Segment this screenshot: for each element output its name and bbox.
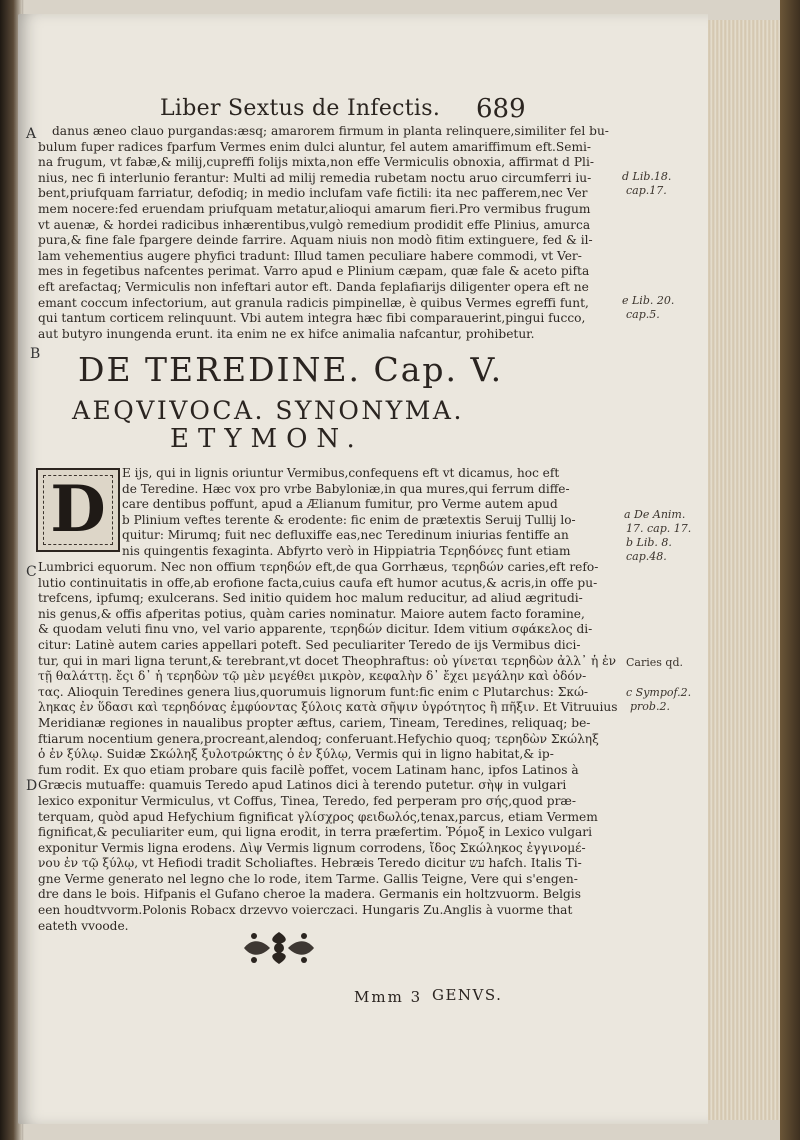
running-head: Liber Sextus de Infectis. [160,96,441,121]
margin-note: e Lib. 20. [622,294,675,307]
text-line: & quodam veluti finu vno, vel vario apparente, τερηδών dicitur. Idem vitium σφάκελος di- [38,622,593,637]
text-line: ὁ ἐν ξύλῳ. Suidæ Σκώληξ ξυλοτρώκτης ὁ ἐν ξύλῳ, Vermis qui in ligno habitat,& ip- [38,747,554,762]
text-line: Græcis mutuaffe: quamuis Teredo apud Latinos dici à terendo putetur. σὴψ in vulgari [38,778,567,793]
text-line: na frugum, vt fabæ,& milij,cupreffi folijs mixta,non effe Vermiculis obnoxia, affirmat d Pli- [38,155,594,170]
margin-note: Caries qd. [626,656,683,669]
text-line: ftiarum nocentium genera,procreant,alendoq; conferuant.Hefychio quoq; τερηδὼν Σκώληξ [38,731,599,746]
text-line: citur: Latinè autem caries appellari poteft. Sed peculiariter Teredo de ijs Vermibus dici- [38,637,581,652]
text-line: lexico exponitur Vermiculus, vt Coffus, Tinea, Teredo, fed perperam pro σής,quod præ- [38,793,576,808]
text-line: terquam, quòd apud Hefychium fignificat γλίσχρος φειδωλός,tenax,parcus, etiam Vermem [38,809,598,824]
text-line: eft arefactaq; Vermiculis non infeftari autor eft. Danda feplafiarijs diligenter opera eft ne [38,279,589,294]
sub-heading: AEQVIVOCA. SYNONYMA. [72,396,464,425]
book-cover-edge [780,0,800,1140]
text-line: bent,priufquam farriatur, defodiq; in medio inclufam vafe fictili: ita nec pafferem,nec Ver [38,186,588,201]
text-line: νου ἐν τῷ ξύλῳ, vt Hefiodi tradit Scholiaftes. Hebræis Teredo dicitur עש hafch. Italis Ti- [38,856,582,871]
section-letter-c: C [26,564,37,580]
margin-note: a De Anim. [624,508,686,521]
text-line: qui tantum corticem relinquunt. Vbi autem integra hæc fibi comparauerint,pingui fucco, [38,311,586,326]
margin-note: c Sympof.2. [626,686,692,699]
text-line: een houdtvvorm.Polonis Robacx drzevvo voierczaci. Hungaris Zu.Anglis à vuorme that [38,903,573,918]
text-line: pura,& fine fale fpargere deinde farrire. Aquam niuis non modò fitim extinguere, fed & il- [38,233,593,248]
margin-note: d Lib.18. [622,170,672,183]
margin-note: prob.2. [630,700,670,713]
section-letter-d: D [26,778,38,794]
text-line: bulum fuper radices fparfum Vermes enim dulci aluntur, fel autem amariffimum eft.Semi- [38,139,592,154]
text-line: mem nocere:fed eruendam priufquam metatur,alioqui amarum fieri.Pro vermibus frugum [38,201,591,216]
section-letter-a: A [26,126,37,142]
chapter-opening-lines [122,466,576,560]
section-letter-b: B [30,346,41,362]
text-line: Lumbrici equorum. Nec non offium τερηδών eft,de qua Gorrhæus, τερηδών caries,eft refo- [38,560,599,574]
text-line: quitur: Mirumq; fuit nec defluxiffe eas,nec Teredinum iniurias fentiffe an [122,528,569,543]
text-line: fignificat,& peculiariter eum, qui ligna erodit, in terra præfertim. Ῥόμοξ in Lexico vulgari [38,825,593,840]
chapter-body [38,560,618,934]
text-line: b Plinium veftes terente & erodente: fic enim de prætextis Seruij Tullij lo- [122,512,576,527]
chapter-heading: DE TEREDINE. Cap. V. [78,350,504,389]
printer-signature: Mmm 3 [354,988,423,1006]
text-line: mes in fegetibus nafcentes perimat. Varro apud e Plinium cæpam, quæ fale & aceto pifta [38,264,590,279]
text-line: vt auenæ, & hordei radicibus inhærentibus,vulgò remedium prodidit effe Plinius, amurca [38,217,591,232]
sub-heading: ETYMON. [170,424,364,454]
text-line: gne Verme generato nel legno che lo rode, item Tarme. Gallis Teigne, Vere qui s'engen- [38,871,578,886]
text-line: nis genus,& offis afperitas potius, quàm caries nominatur. Maiore autem facto foramine, [38,606,585,621]
text-line: τῇ θαλάττῃ. ἔςι δ᾽ ἡ τερηδὼν τῷ μὲν μεγέθει μικρὸν, κεφαλὴν δ᾽ ἔχει μεγάλην καὶ ὀδόν- [38,669,587,684]
text-line: aut butyro inungenda erunt. ita enim ne ex hifce animalia nafcantur, prohibetur. [38,326,535,341]
text-line: lutio continuitatis in offe,ab erofione facta,cuius caufa eft humor acutus,& acris,in offe pu- [38,575,598,590]
margin-note: b Lib. 8. [626,536,672,549]
fleuron-ornament [240,928,318,968]
text-line: ληκας ἐν ὕδασι καὶ τερηδόνας ἐμφύοντας ξύλοις κατὰ σῆψιν ὑγρότητος ἢ πῆξιν. Et Vitruuius [38,700,618,715]
text-line: trefcens, ipfumq; exulcerans. Sed initio quidem hoc malum reducitur, ad aliud ægritudi- [38,591,583,606]
text-line: τας. Alioquin Teredines genera lius,quorumuis lignorum funt:fic enim c Plutarchus: Σκώ- [38,684,588,699]
text-line: Meridianæ regiones in naualibus propter æftus, cariem, Tineam, Teredines, reliquaq; be- [38,715,591,730]
text-line: eateth vvoode. [38,918,129,933]
top-paragraph [38,124,609,342]
page-number: 689 [476,94,526,124]
initial-letter: D [50,472,106,547]
margin-note: cap.48. [626,550,667,563]
text-line: exponitur Vermis ligna erodens. Δὶψ Vermis lignum corrodens, ἴδος Σκώληκος ἐγγινομέ- [38,840,586,855]
text-line: nis quingentis fexaginta. Abfyrto verò in Hippiatria Τερηδόνες funt etiam [122,543,571,558]
text-line: dre dans le bois. Hifpanis el Gufano cheroe la madera. Germanis ein holtzvuorm. Belgis [38,887,581,902]
text-line: E ijs, qui in lignis oriuntur Vermibus,confequens eft vt dicamus, hoc eft [122,466,560,480]
decorated-initial [36,468,120,552]
text-line: de Teredine. Hæc vox pro vrbe Babyloniæ,in qua mures,qui ferrum diffe- [122,481,570,496]
text-line: lam vehementius augere phyfici tradunt: Illud tamen peculiare habere commodi, vt Ver- [38,248,582,263]
margin-note: cap.5. [626,308,660,321]
text-line: fum rodit. Ex quo etiam probare quis facilè poffet, vocem Latinam hanc, ipfos Latinos à [38,762,579,777]
margin-note: 17. cap. 17. [626,522,692,535]
catchword: GENVS. [432,986,503,1004]
text-line: nius, nec fi interlunio ferantur: Multi ad milij remedia rubetam noctu aruo circumferri iu- [38,170,592,185]
text-line: emant coccum infectorium, aut granula radicis pimpinellæ, è quibus Vermes egreffi funt, [38,295,589,310]
text-line: tur, qui in mari ligna terunt,& terebrant,vt docet Theophraftus: οὐ γίνεται τερηδὼν ἀλλ᾽ ἡ ἐν [38,653,617,668]
text-line: care dentibus poffunt, apud a Ælianum fumitur, pro Verme autem apud [122,497,558,512]
text-line: danus æneo clauo purgandas:æsq; amarorem firmum in planta relinquere,similiter fel bu- [52,124,609,138]
margin-note: cap.17. [626,184,667,197]
page-stack-edge [705,20,786,1120]
